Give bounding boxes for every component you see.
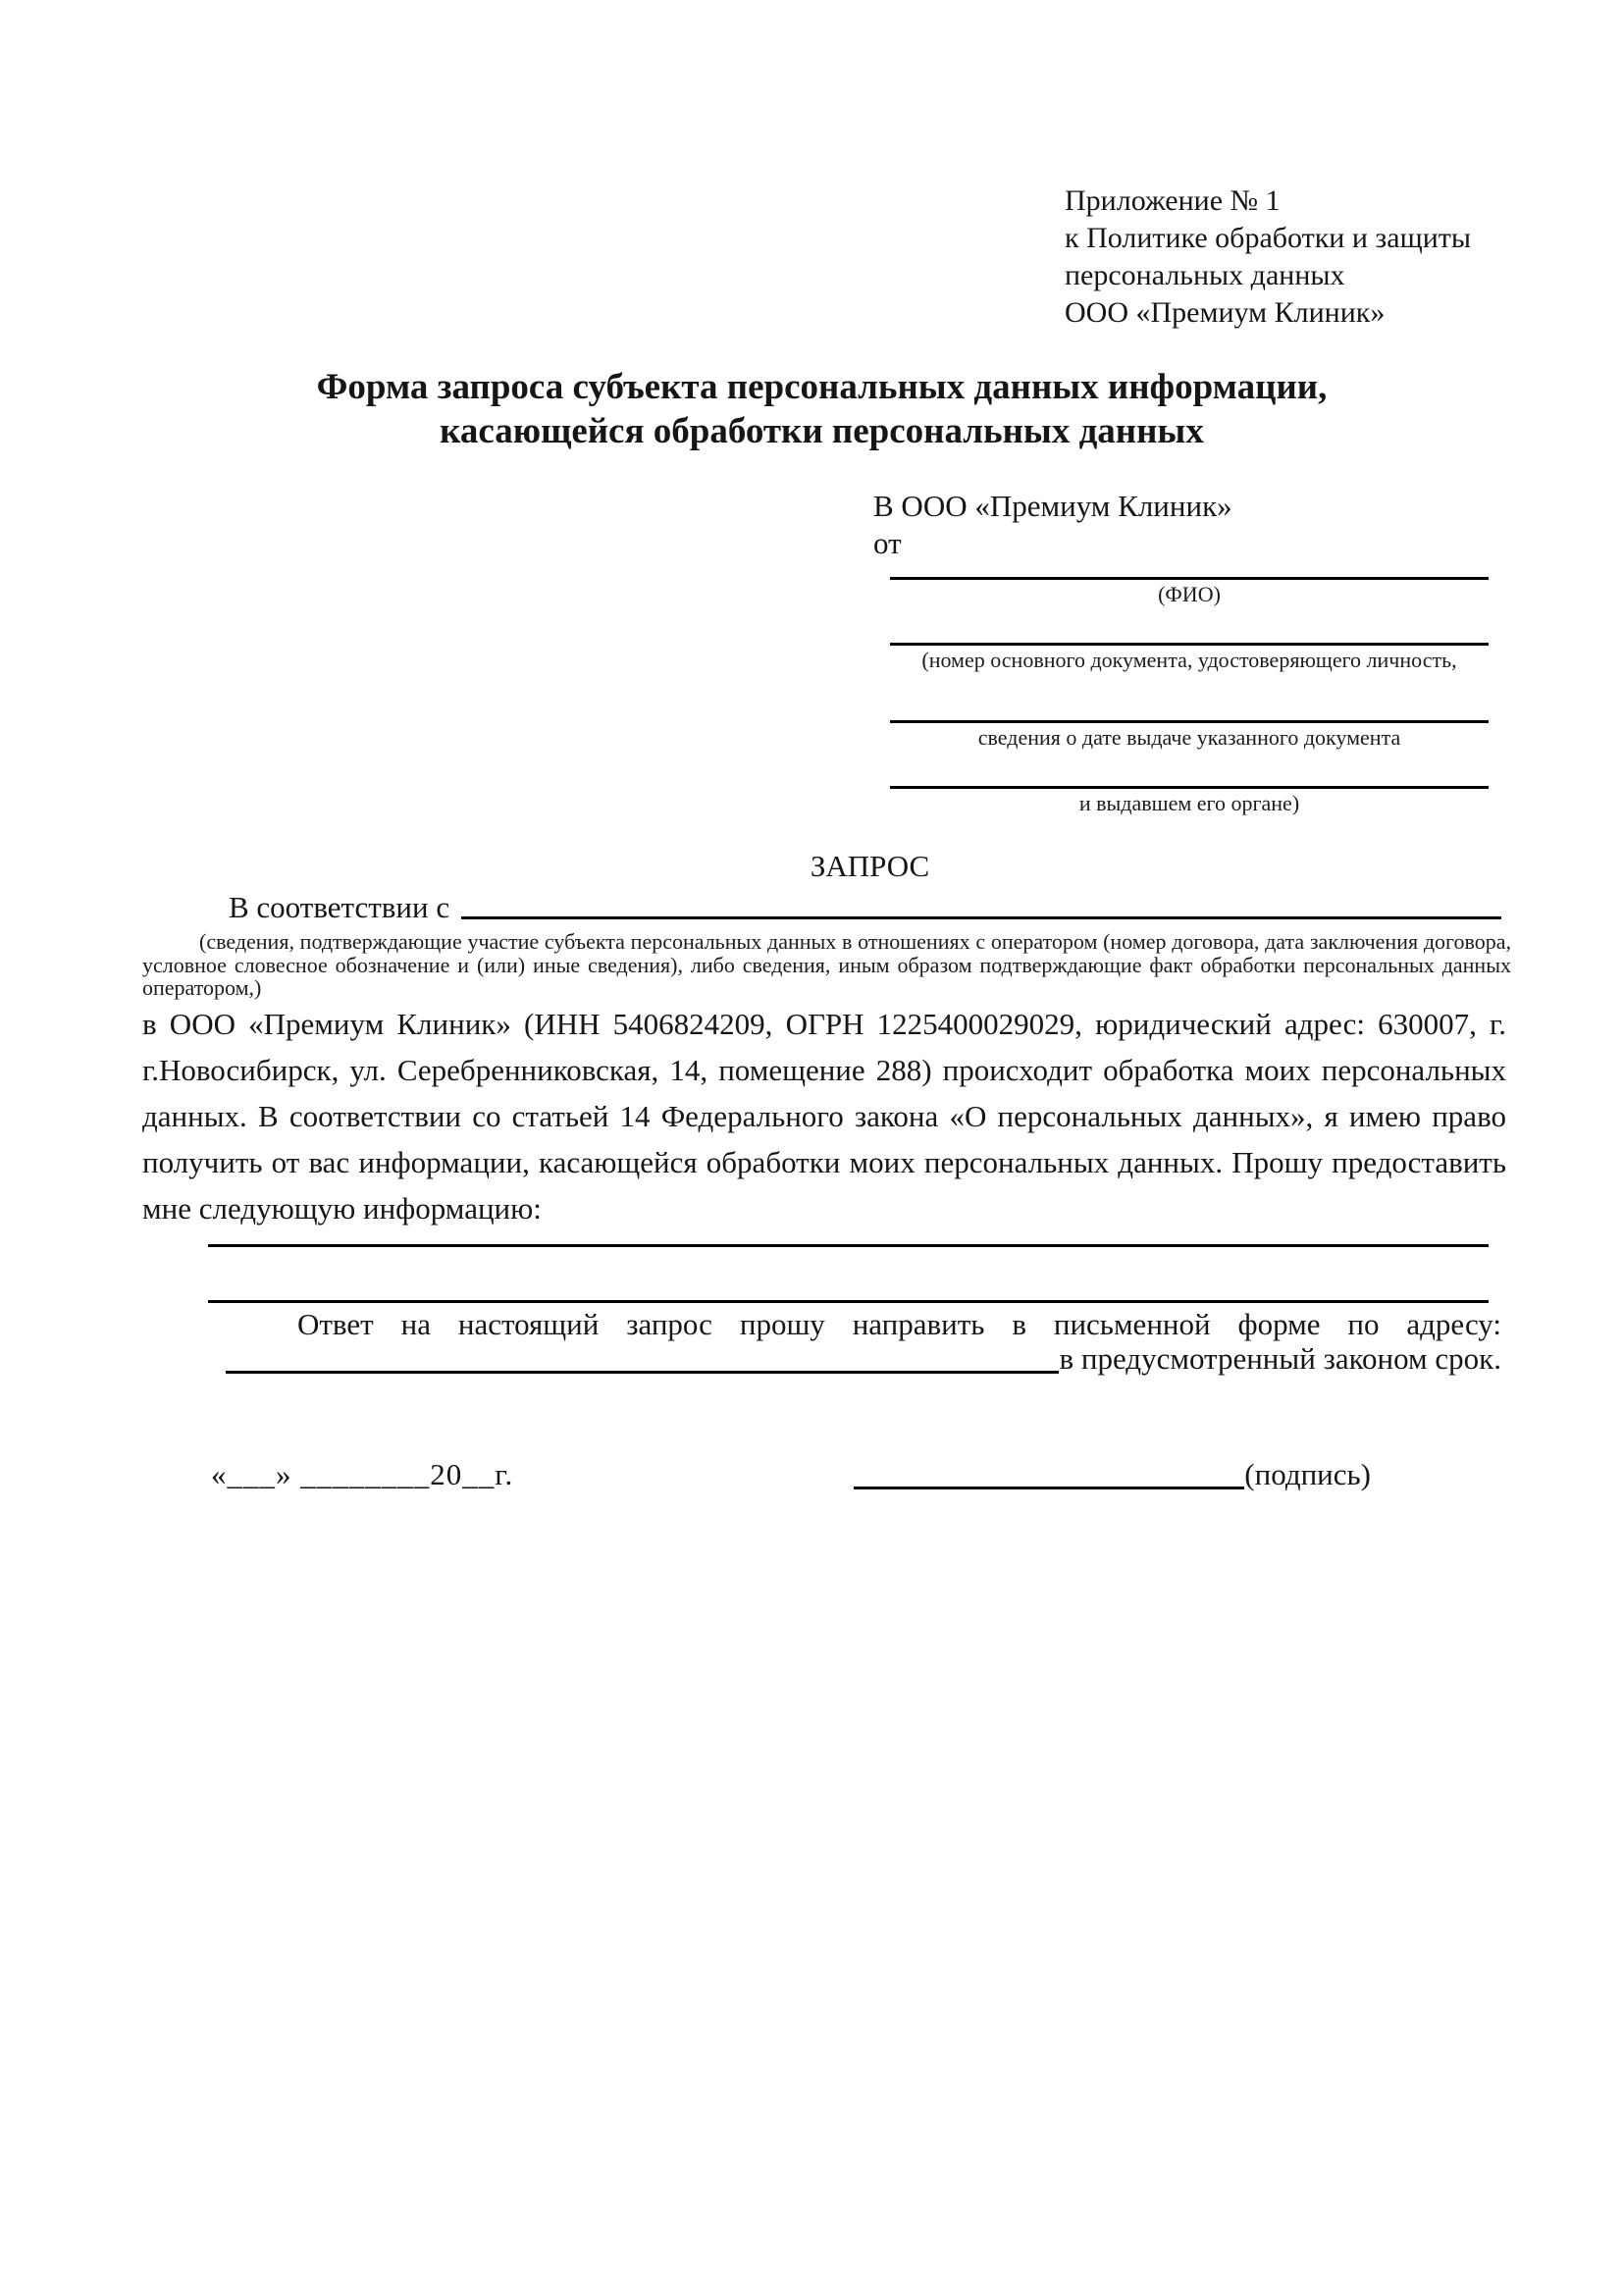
reply-address-blank-line xyxy=(226,1371,1059,1374)
issuing-authority-caption: и выдавшем его органе) xyxy=(1078,791,1300,815)
signature-blank-line xyxy=(854,1487,1244,1489)
document-number-blank-line xyxy=(890,607,1489,646)
addressee-fields xyxy=(890,562,1489,816)
addressee-to: В ООО «Премиум Клиник» xyxy=(873,489,1232,523)
answer-blank-line xyxy=(208,1244,1489,1247)
appendix-line: Приложение № 1 xyxy=(1065,184,1281,217)
appendix-header xyxy=(1065,183,1471,332)
reply-address-row xyxy=(142,1342,1501,1376)
request-body-paragraph: в ООО «Премиум Клиник» (ИНН 5406824209, ОГРН 1225400029029, юридический адрес: 630007, г. г.Новосибирск, ул. Серебренниковская, 14, помещение 288) происходит обработка моих персональных данных. В соответствии со статьей 14 Федерального закона «О персональных данных», я имею право получить от вас информации, касающейся обработки моих персональных данных. Прошу предоставить мне следующую информацию: xyxy=(142,1007,1506,1226)
page-title xyxy=(142,365,1501,453)
page-title-line-1: Форма запроса субъекта персональных данных информации, xyxy=(316,367,1328,407)
appendix-line: ООО «Премиум Клиник» xyxy=(1065,296,1386,329)
date-blank-text: «___» ________20__г. xyxy=(211,1457,514,1491)
appendix-line: к Политике обработки и защиты xyxy=(1065,222,1472,254)
accordance-label: В соответствии с xyxy=(229,890,450,924)
fio-caption: (ФИО) xyxy=(1158,582,1221,606)
reply-sentence: Ответ на настоящий запрос прошу направить в письменной форме по адресу: xyxy=(297,1307,1501,1341)
addressee-block xyxy=(873,488,1492,816)
fio-blank-line xyxy=(890,562,1489,580)
page-title-line-2: касающейся обработки персональных данных xyxy=(440,411,1204,451)
answer-blank-line xyxy=(208,1300,1489,1303)
signature-row xyxy=(854,1458,1371,1491)
document-number-caption: (номер основного документа, удостоверяющего личность, xyxy=(921,648,1457,672)
request-heading: ЗАПРОС xyxy=(810,849,930,883)
accordance-row xyxy=(142,891,1501,924)
issue-date-caption: сведения о дате выдаче указанного документа xyxy=(977,725,1401,750)
fine-print-note: (сведения, подтверждающие участие субъекта персональных данных в отношениях с оператором (номер договора, дата заключения договора, условное словесное обозначение и (или) иные сведения), либо сведения, иным образом подтверждающие факт обработки персональных данных оператором,) xyxy=(142,929,1511,1000)
issue-date-blank-line xyxy=(890,673,1489,723)
appendix-line: персональных данных xyxy=(1065,259,1345,291)
signature-caption: (подпись) xyxy=(1244,1457,1371,1491)
reply-tail-text: в предусмотренный законом срок. xyxy=(1059,1341,1501,1376)
accordance-blank-line xyxy=(461,916,1501,919)
addressee-from-label: от xyxy=(873,526,902,560)
issuing-authority-blank-line xyxy=(890,751,1489,789)
